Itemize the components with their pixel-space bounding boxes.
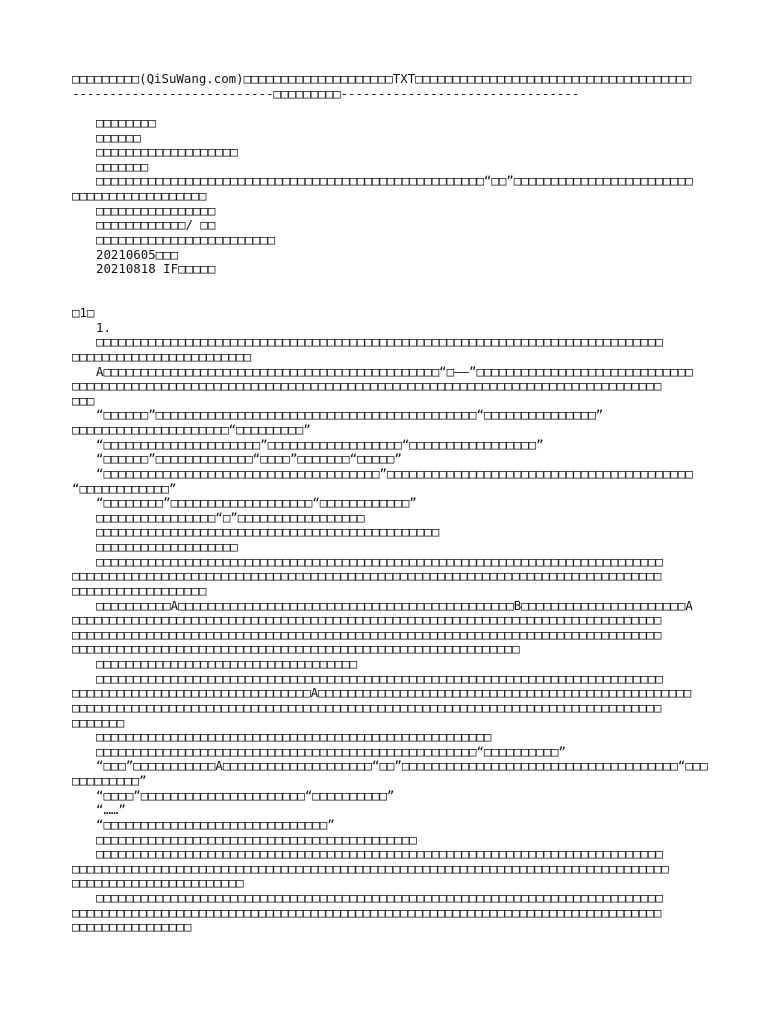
- text-line: “□□□□□□□□□□□□□□□□□□□□□□□□□□□□□□”: [96, 816, 335, 832]
- chapter-title: □1□: [72, 305, 95, 320]
- blank-line: [72, 277, 708, 292]
- text-line: □□□□□□□□□□□□□□□□□□□□□□□□□□□□□□□□□□□□□□□□□□□□□□: [96, 524, 440, 540]
- text-line: □□□□□□□□□□□□□□□□□□□□□□□□□□□□□□□□□□□□□□□□□□□: [96, 831, 417, 847]
- text-line: □□□□□□□□□□□□□□□□□□□□□□□□□□□□□□□□□□□□□□□□□□□□□□□□□□□□□□□□□□□□□□□□□□□□□□□□□□□□: [96, 334, 663, 350]
- text-line: “□□□□□□□□”□□□□□□□□□□□□□□□□□□□“□□□□□□□□□□□□”: [96, 495, 417, 511]
- text-line: □□□□□□□□□□□□□□□□□□□□□□□□□□□□□□□□□□□□□□□□□□□□□□□□□□□□□: [96, 729, 492, 745]
- text-line: “□□□□”□□□□□□□□□□□□□□□□□□□□□□“□□□□□□□□□□”: [96, 787, 395, 803]
- text-line: □□□□□□□□□□□□□□□□□□□□□□□□: [72, 348, 252, 364]
- text-line: □□□□□□□□□□□□□□□□□□□□□□□□□□□□□□□□□□□□□□□□□□□□□□□□□□□□□□□□□□□□□□□□□□□□□□□□□□□□: [96, 846, 663, 862]
- text-line: “……”: [96, 802, 126, 818]
- blank-line: [72, 101, 708, 116]
- text-line: □□□□□□□□□□□□□□□□□□□□□□□□□□□□□□□□□□□: [96, 656, 358, 671]
- text-line: □□□□□□□□□□□□□□□□□□□□□□□□□□□□□□□□A□□□□□□□□□□□□□□□□□□□□□□□□□□□□□□□□□□□□□□□□□□□□□□□□□□: [72, 685, 692, 701]
- text-line: □□□□□□□□□”: [72, 773, 147, 788]
- text-line: □□□□□□□□□□□□□□□□□□: [72, 582, 207, 598]
- text-document: [72, 72, 708, 935]
- text-line: □□□□□□□□□□□□□□□□“□”□□□□□□□□□□□□□□□□□: [96, 509, 365, 525]
- text-line: □□□: [72, 392, 95, 408]
- info-line: □□□□□□□□□□□□□□□□□□□□□□□□□□□□□□□□□□□□□□□□□□□□□□□□□□□□“□□”□□□□□□□□□□□□□□□□□□□□□□□□: [96, 173, 693, 189]
- info-line: □□□□□□□□□□□□□□□□□□□: [96, 144, 238, 160]
- text-line: A□□□□□□□□□□□□□□□□□□□□□□□□□□□□□□□□□□□□□□□□□□□□□“□——”□□□□□□□□□□□□□□□□□□□□□□□□□□□□□: [96, 363, 693, 379]
- info-line: □□□□□□□□□□□□□□□□□□: [72, 188, 207, 203]
- text-line: □□□□□□□: [72, 714, 125, 730]
- blank-line: [72, 291, 708, 306]
- text-line: “□□□□□□”□□□□□□□□□□□□□□□□□□□□□□□□□□□□□□□□□□□□□□□□□□□“□□□□□□□□□□□□□□□”: [96, 407, 604, 423]
- info-line: 20210605□□□: [96, 246, 179, 262]
- text-line: □□□□□□□□□□□□□□□□□□□□□□□□□□□□□□□□□□□□□□□□□□□□□□□□□□□“□□□□□□□□□□”: [96, 743, 566, 759]
- info-line: □□□□□□□□□□□□□□□□□□□□□□□□: [96, 231, 276, 247]
- text-line: □□□□□□□□□□□□□□□□□□□: [96, 539, 238, 554]
- text-line: “□□□□□□□□□□□□□□□□□□□□□□□□□□□□□□□□□□□□□”□□□□□□□□□□□□□□□□□□□□□□□□□□□□□□□□□□□□□□□□□: [96, 465, 693, 481]
- text-line: □□□□□□□□□□A□□□□□□□□□□□□□□□□□□□□□□□□□□□□□□□□□□□□□□□□□□□□□B□□□□□□□□□□□□□□□□□□□□□□A: [96, 597, 693, 613]
- text-line: “□□□□□□”□□□□□□□□□□□□□“□□□□”□□□□□□□“□□□□□”: [96, 451, 402, 467]
- divider-line: ---------------------------□□□□□□□□□--------------------------------: [72, 85, 580, 101]
- section-number: 1.: [96, 319, 111, 335]
- text-line: □□□□□□□□□□□□□□□□□□□□□□□□□□□□□□□□□□□□□□□□□□□□□□□□□□□□□□□□□□□□□□□□□□□□□□□□□□□□□□□: [72, 568, 662, 584]
- text-line: “□□□□□□□□□□□□□□□□□□□□□”□□□□□□□□□□□□□□□□□□“□□□□□□□□□□□□□□□□□”: [96, 436, 544, 452]
- source-line: □□□□□□□□□(QiSuWang.com)□□□□□□□□□□□□□□□□□□□□TXT□□□□□□□□□□□□□□□□□□□□□□□□□□□□□□□□□□□□□: [72, 71, 692, 86]
- text-line: □□□□□□□□□□□□□□□□□□□□□□□□□□□□□□□□□□□□□□□□□□□□□□□□□□□□□□□□□□□□□□□□□□□□□□□□□□□□: [96, 670, 663, 686]
- info-line: □□□□□□□□□□□□/ □□: [96, 217, 216, 233]
- info-line: 20210818 IF□□□□□: [96, 261, 216, 277]
- text-line: □□□□□□□□□□□□□□□□: [72, 919, 192, 935]
- text-line: □□□□□□□□□□□□□□□□□□□□□□□□□□□□□□□□□□□□□□□□□□□□□□□□□□□□□□□□□□□□□□□□□□□□□□□□□□□□: [96, 553, 663, 569]
- text-line: □□□□□□□□□□□□□□□□□□□□□□□□□□□□□□□□□□□□□□□□□□□□□□□□□□□□□□□□□□□□□□□□□□□□□□□□□□□□□□□: [72, 378, 662, 394]
- text-line: □□□□□□□□□□□□□□□□□□□□□□□□□□□□□□□□□□□□□□□□□□□□□□□□□□□□□□□□□□□□□□□□□□□□□□□□□□□□: [96, 890, 663, 905]
- text-line: □□□□□□□□□□□□□□□□□□□□□□□□□□□□□□□□□□□□□□□□□□□□□□□□□□□□□□□□□□□□□□□□□□□□□□□□□□□□□□□: [72, 904, 662, 920]
- info-line: □□□□□□□□□□□□□□□□: [96, 202, 216, 218]
- text-line: □□□□□□□□□□□□□□□□□□□□□“□□□□□□□□□”: [72, 422, 311, 437]
- text-line: □□□□□□□□□□□□□□□□□□□□□□□□□□□□□□□□□□□□□□□□□□□□□□□□□□□□□□□□□□□□□□□□□□□□□□□□□□□□□□□: [72, 612, 662, 628]
- text-line: □□□□□□□□□□□□□□□□□□□□□□□□□□□□□□□□□□□□□□□□□□□□□□□□□□□□□□□□□□□□□□□□□□□□□□□□□□□□□□□: [72, 699, 662, 715]
- text-line: □□□□□□□□□□□□□□□□□□□□□□□□□□□□□□□□□□□□□□□□□□□□□□□□□□□□□□□□□□□□: [72, 641, 520, 657]
- text-line: “□□□”□□□□□□□□□□□A□□□□□□□□□□□□□□□□□□□□“□□”□□□□□□□□□□□□□□□□□□□□□□□□□□□□□□□□□□□□□“□□□: [96, 758, 708, 774]
- text-line: □□□□□□□□□□□□□□□□□□□□□□□□□□□□□□□□□□□□□□□□□□□□□□□□□□□□□□□□□□□□□□□□□□□□□□□□□□□□□□□: [72, 626, 662, 642]
- info-line: □□□□□□: [96, 129, 141, 145]
- info-line: □□□□□□□: [96, 158, 149, 174]
- text-line: “□□□□□□□□□□□□”: [72, 480, 177, 496]
- info-line: □□□□□□□□: [96, 114, 156, 130]
- text-line: □□□□□□□□□□□□□□□□□□□□□□□: [72, 875, 244, 891]
- text-line: □□□□□□□□□□□□□□□□□□□□□□□□□□□□□□□□□□□□□□□□□□□□□□□□□□□□□□□□□□□□□□□□□□□□□□□□□□□□□□□□: [72, 860, 669, 876]
